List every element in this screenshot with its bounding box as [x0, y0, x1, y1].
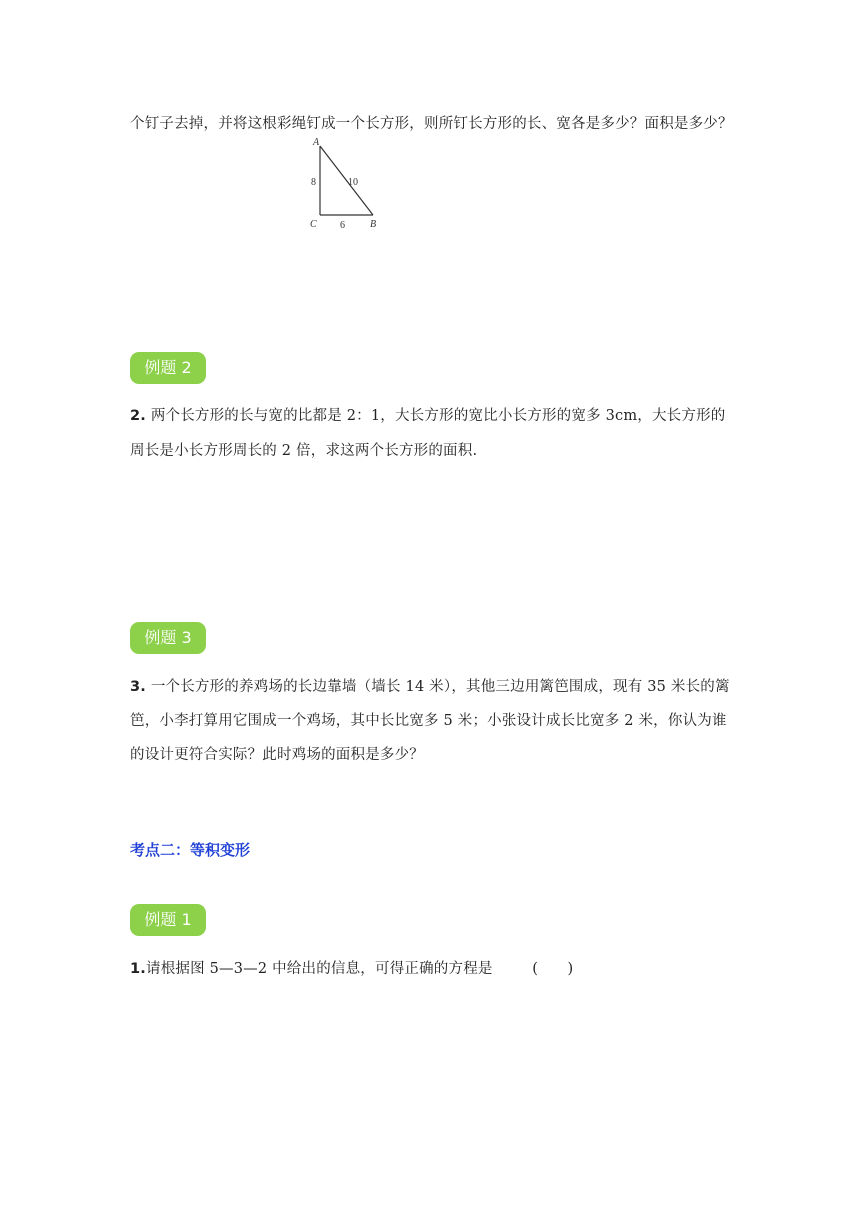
example-1-text: 请根据图 5—3—2 中给出的信息，可得正确的方程是	[146, 961, 493, 977]
example-3-number: 3.	[130, 679, 146, 695]
vertex-a-label: A	[313, 137, 320, 148]
side-ab-label: 10	[348, 177, 358, 188]
side-ac-label: 8	[311, 177, 316, 188]
example-3-badge: 例题 3	[130, 622, 206, 654]
example-2-text-1: 两个长方形的长与宽的比都是 2：1，大长方形的宽比小长方形的宽多 3cm，大长方形的	[150, 408, 726, 424]
vertex-b-label: B	[370, 219, 377, 230]
example-1-number: 1.	[130, 961, 146, 977]
example-3-text-3: 的设计更符合实际？此时鸡场的面积是多少？	[130, 747, 424, 763]
example-3-text-2: 笆，小李打算用它围成一个鸡场，其中长比宽多 5 米；小张设计成长比宽多 2 米，你认为谁	[130, 713, 727, 729]
answer-bracket: ( )	[532, 961, 574, 977]
example-2-text-2: 周长是小长方形周长的 2 倍，求这两个长方形的面积.	[130, 443, 478, 459]
example-1-badge: 例题 1	[130, 904, 206, 936]
right-triangle-figure	[300, 136, 390, 236]
example-3-text-1: 一个长方形的养鸡场的长边靠墙（墙长 14 米），其他三边用篱笆围成，现有 35 米长的篱	[150, 679, 730, 695]
section-heading: 考点二：等积变形	[130, 841, 251, 859]
example-3-line-1	[130, 675, 730, 696]
problem-continuation-text: 个钉子去掉，并将这根彩绳钉成一个长方形，则所钉长方形的长、宽各是多少？面积是多少？	[130, 116, 733, 132]
example-2-line-1	[130, 404, 725, 425]
example-2-badge: 例题 2	[130, 352, 206, 384]
example-1-line	[130, 957, 573, 978]
example-2-number: 2.	[130, 408, 146, 424]
vertex-c-label: C	[310, 219, 317, 230]
side-cb-label: 6	[340, 220, 345, 231]
